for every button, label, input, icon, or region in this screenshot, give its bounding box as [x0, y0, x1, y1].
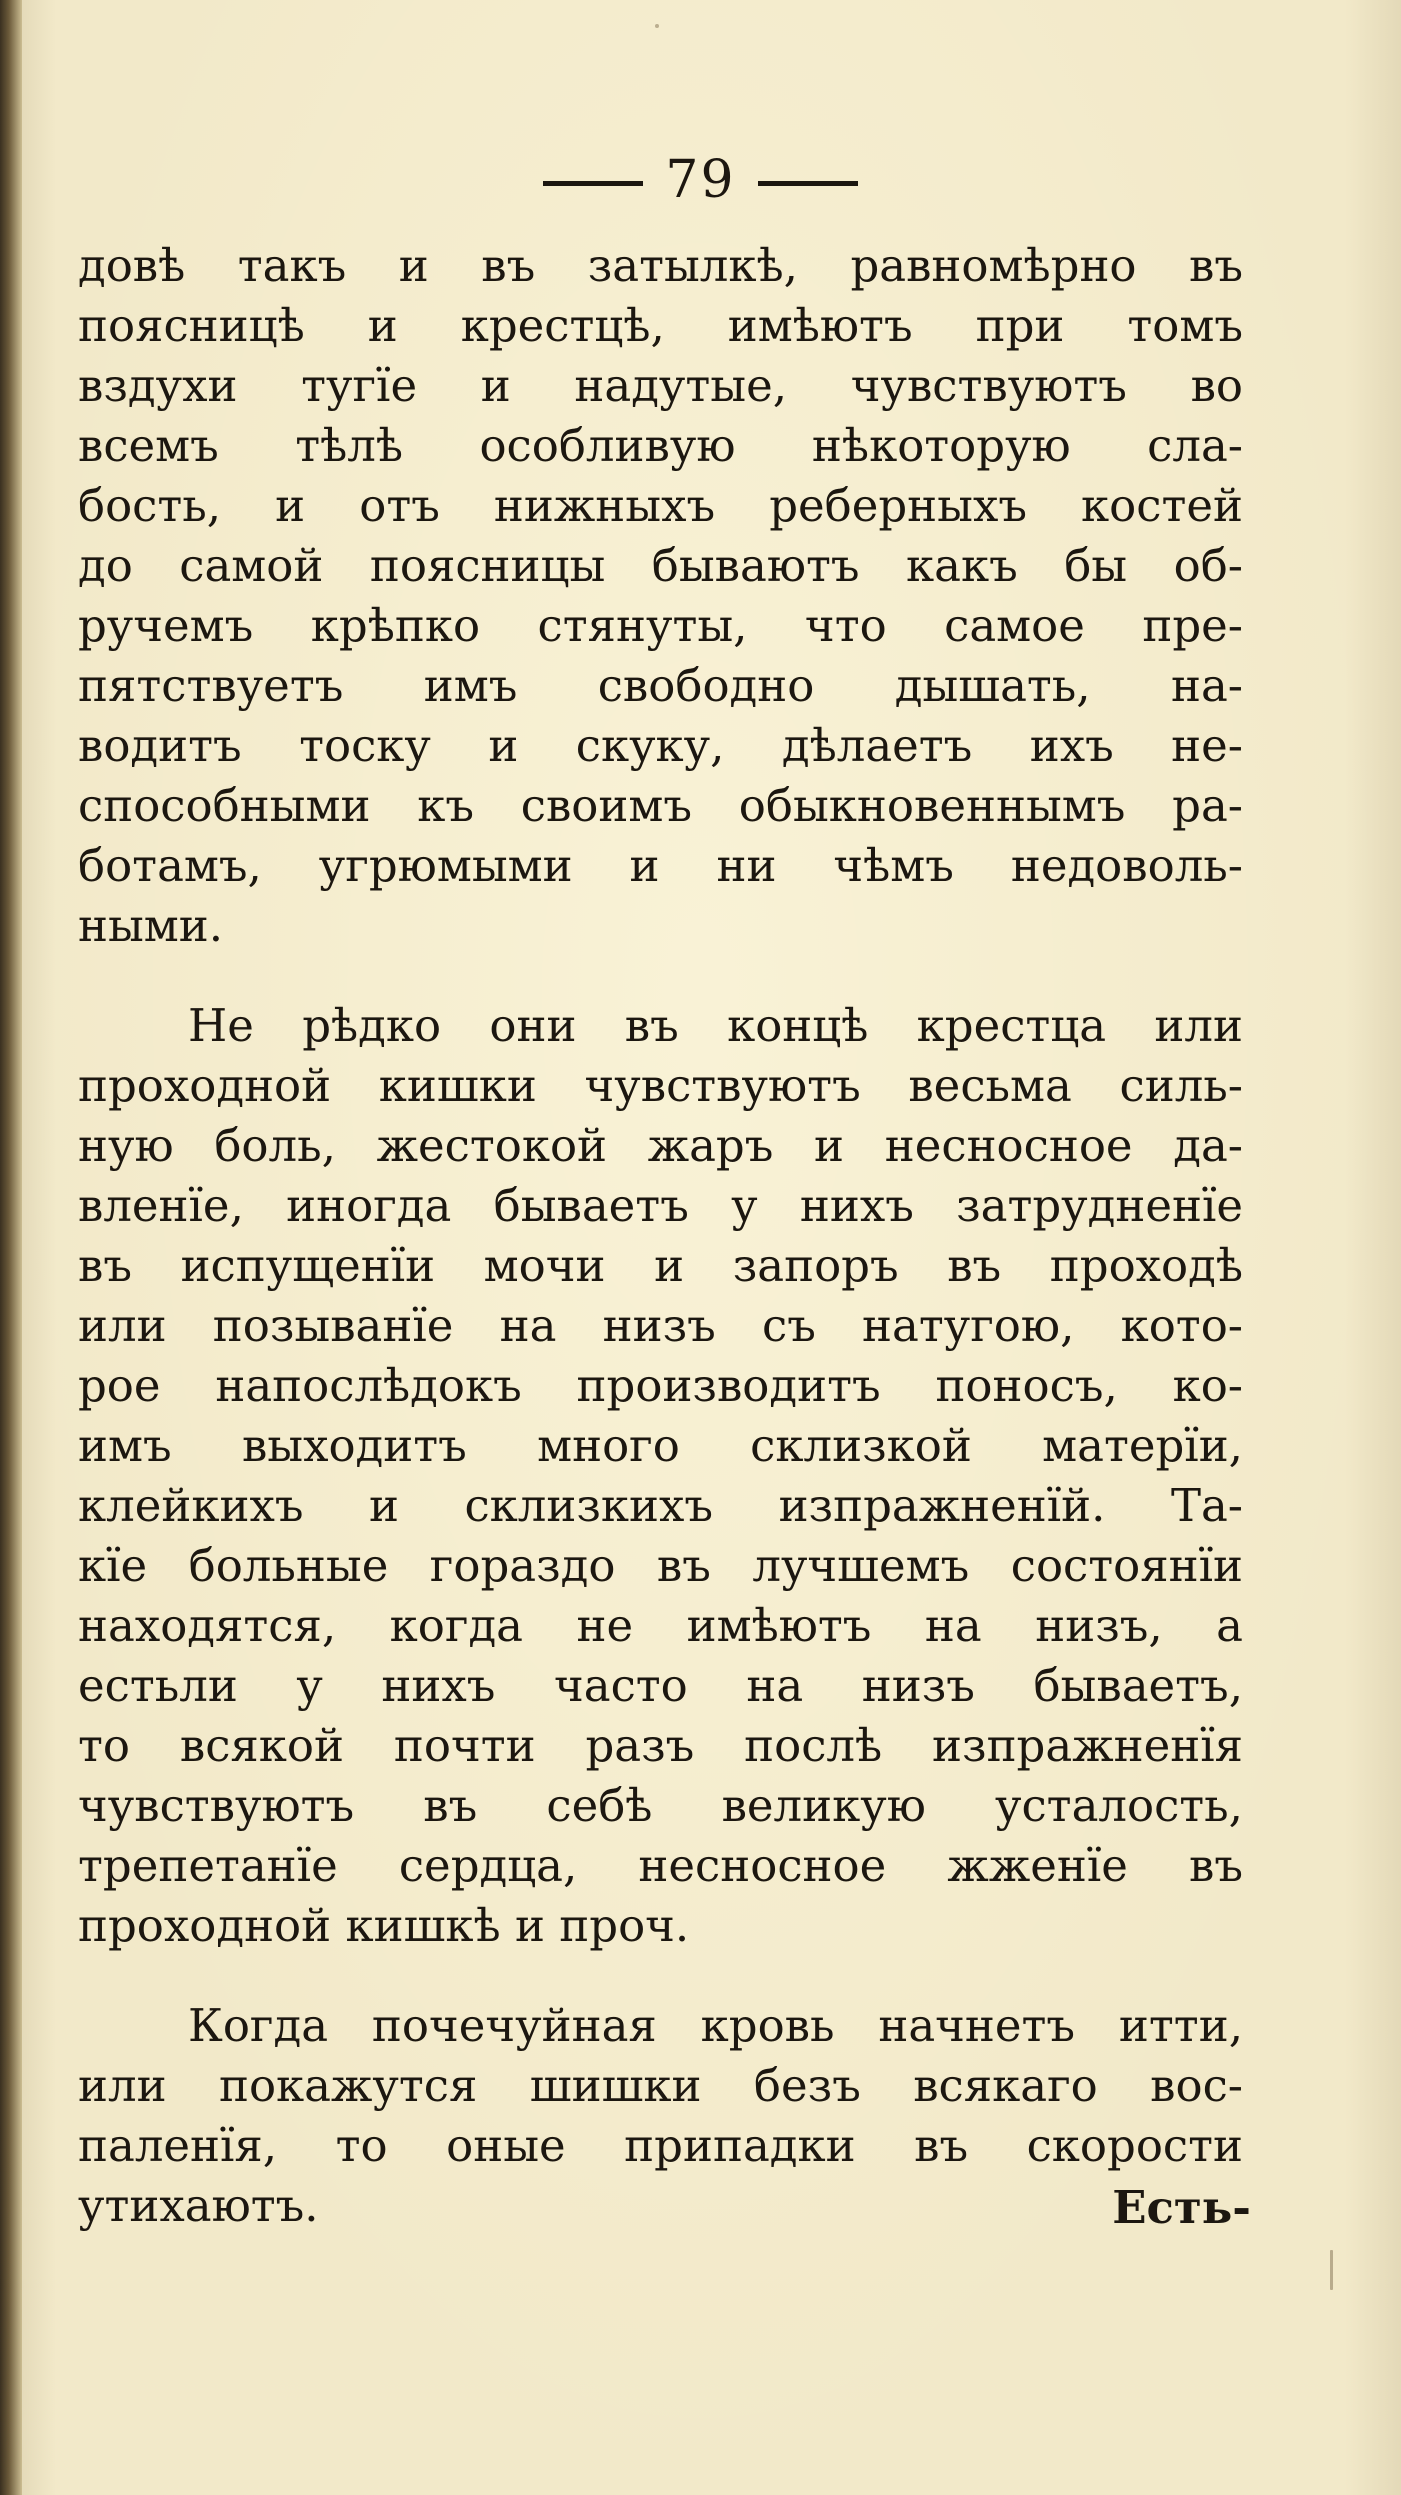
text-line: чувствуютъ въ себѣ великую усталость, [78, 1779, 1243, 1832]
text-line: бость, и отъ нижныхъ реберныхъ костей [78, 479, 1243, 532]
text-line: въ испущенїи мочи и запоръ въ проходѣ [78, 1239, 1243, 1292]
text-line: то всякой почти разъ послѣ изпражненїя [78, 1719, 1243, 1772]
text-line: проходной кишки чувствуютъ весьма силь- [78, 1059, 1243, 1112]
text-line: рое напослѣдокъ производитъ поносъ, ко- [78, 1359, 1243, 1412]
text-line: довѣ такъ и въ затылкѣ, равномѣрно въ [78, 239, 1243, 292]
text-line: ную боль, жестокой жаръ и несносное да- [78, 1119, 1243, 1172]
text-line: находятся, когда не имѣютъ на низъ, а [78, 1599, 1243, 1652]
text-line: или позыванїе на низъ съ натугою, кото- [78, 1299, 1243, 1352]
text-line: до самой поясницы бываютъ какъ бы об- [78, 539, 1243, 592]
catchword: Есть- [1112, 2181, 1251, 2234]
page-spine-shadow [0, 0, 22, 2495]
paragraph-1 [78, 236, 1243, 956]
header-dash-right [758, 181, 858, 186]
text-line: пятствуетъ имъ свободно дышать, на- [78, 659, 1243, 712]
paper-speck [1330, 2250, 1333, 2290]
text-line: кїе больные гораздо въ лучшемъ состоянїи [78, 1539, 1243, 1592]
text-line: естьли у нихъ часто на низъ бываетъ, [78, 1659, 1243, 1712]
page-body [78, 236, 1243, 2236]
paragraph-2 [78, 996, 1243, 1956]
text-line: поясницѣ и крестцѣ, имѣютъ при томъ [78, 299, 1243, 352]
paper-speck [655, 24, 659, 28]
header-dash-left [543, 181, 643, 186]
text-line: клейкихъ и склизкихъ изпражненїй. Та- [78, 1479, 1243, 1532]
text-line: трепетанїе сердца, несносное жженїе въ [78, 1839, 1243, 1892]
text-line: вленїе, иногда бываетъ у нихъ затрудненїе [78, 1179, 1243, 1232]
text-line: ручемъ крѣпко стянуты, что самое пре- [78, 599, 1243, 652]
text-line: имъ выходитъ много склизкой матерїи, [78, 1419, 1243, 1472]
text-line: Не рѣдко они въ концѣ крестца или [188, 999, 1243, 1052]
page-header [0, 150, 1401, 210]
text-line: водитъ тоску и скуку, дѣлаетъ ихъ не- [78, 719, 1243, 772]
text-line: утихаютъ. [78, 2179, 319, 2232]
text-line: способными къ своимъ обыкновеннымъ ра- [78, 779, 1243, 832]
text-line: Когда почечуйная кровь начнетъ итти, [188, 1999, 1243, 2052]
text-line: вздухи тугїе и надутые, чувствуютъ во [78, 359, 1243, 412]
text-line: или покажутся шишки безъ всякаго вос- [78, 2059, 1243, 2112]
text-line: ботамъ, угрюмыми и ни чѣмъ недоволь- [78, 839, 1243, 892]
paragraph-3 [78, 1996, 1243, 2236]
text-line: паленїя, то оные припадки въ скорости [78, 2119, 1243, 2172]
text-line: всемъ тѣлѣ особливую нѣкоторую сла- [78, 419, 1243, 472]
text-line: ными. [78, 899, 224, 952]
page-number: 79 [665, 150, 736, 210]
text-line: проходной кишкѣ и проч. [78, 1899, 690, 1952]
